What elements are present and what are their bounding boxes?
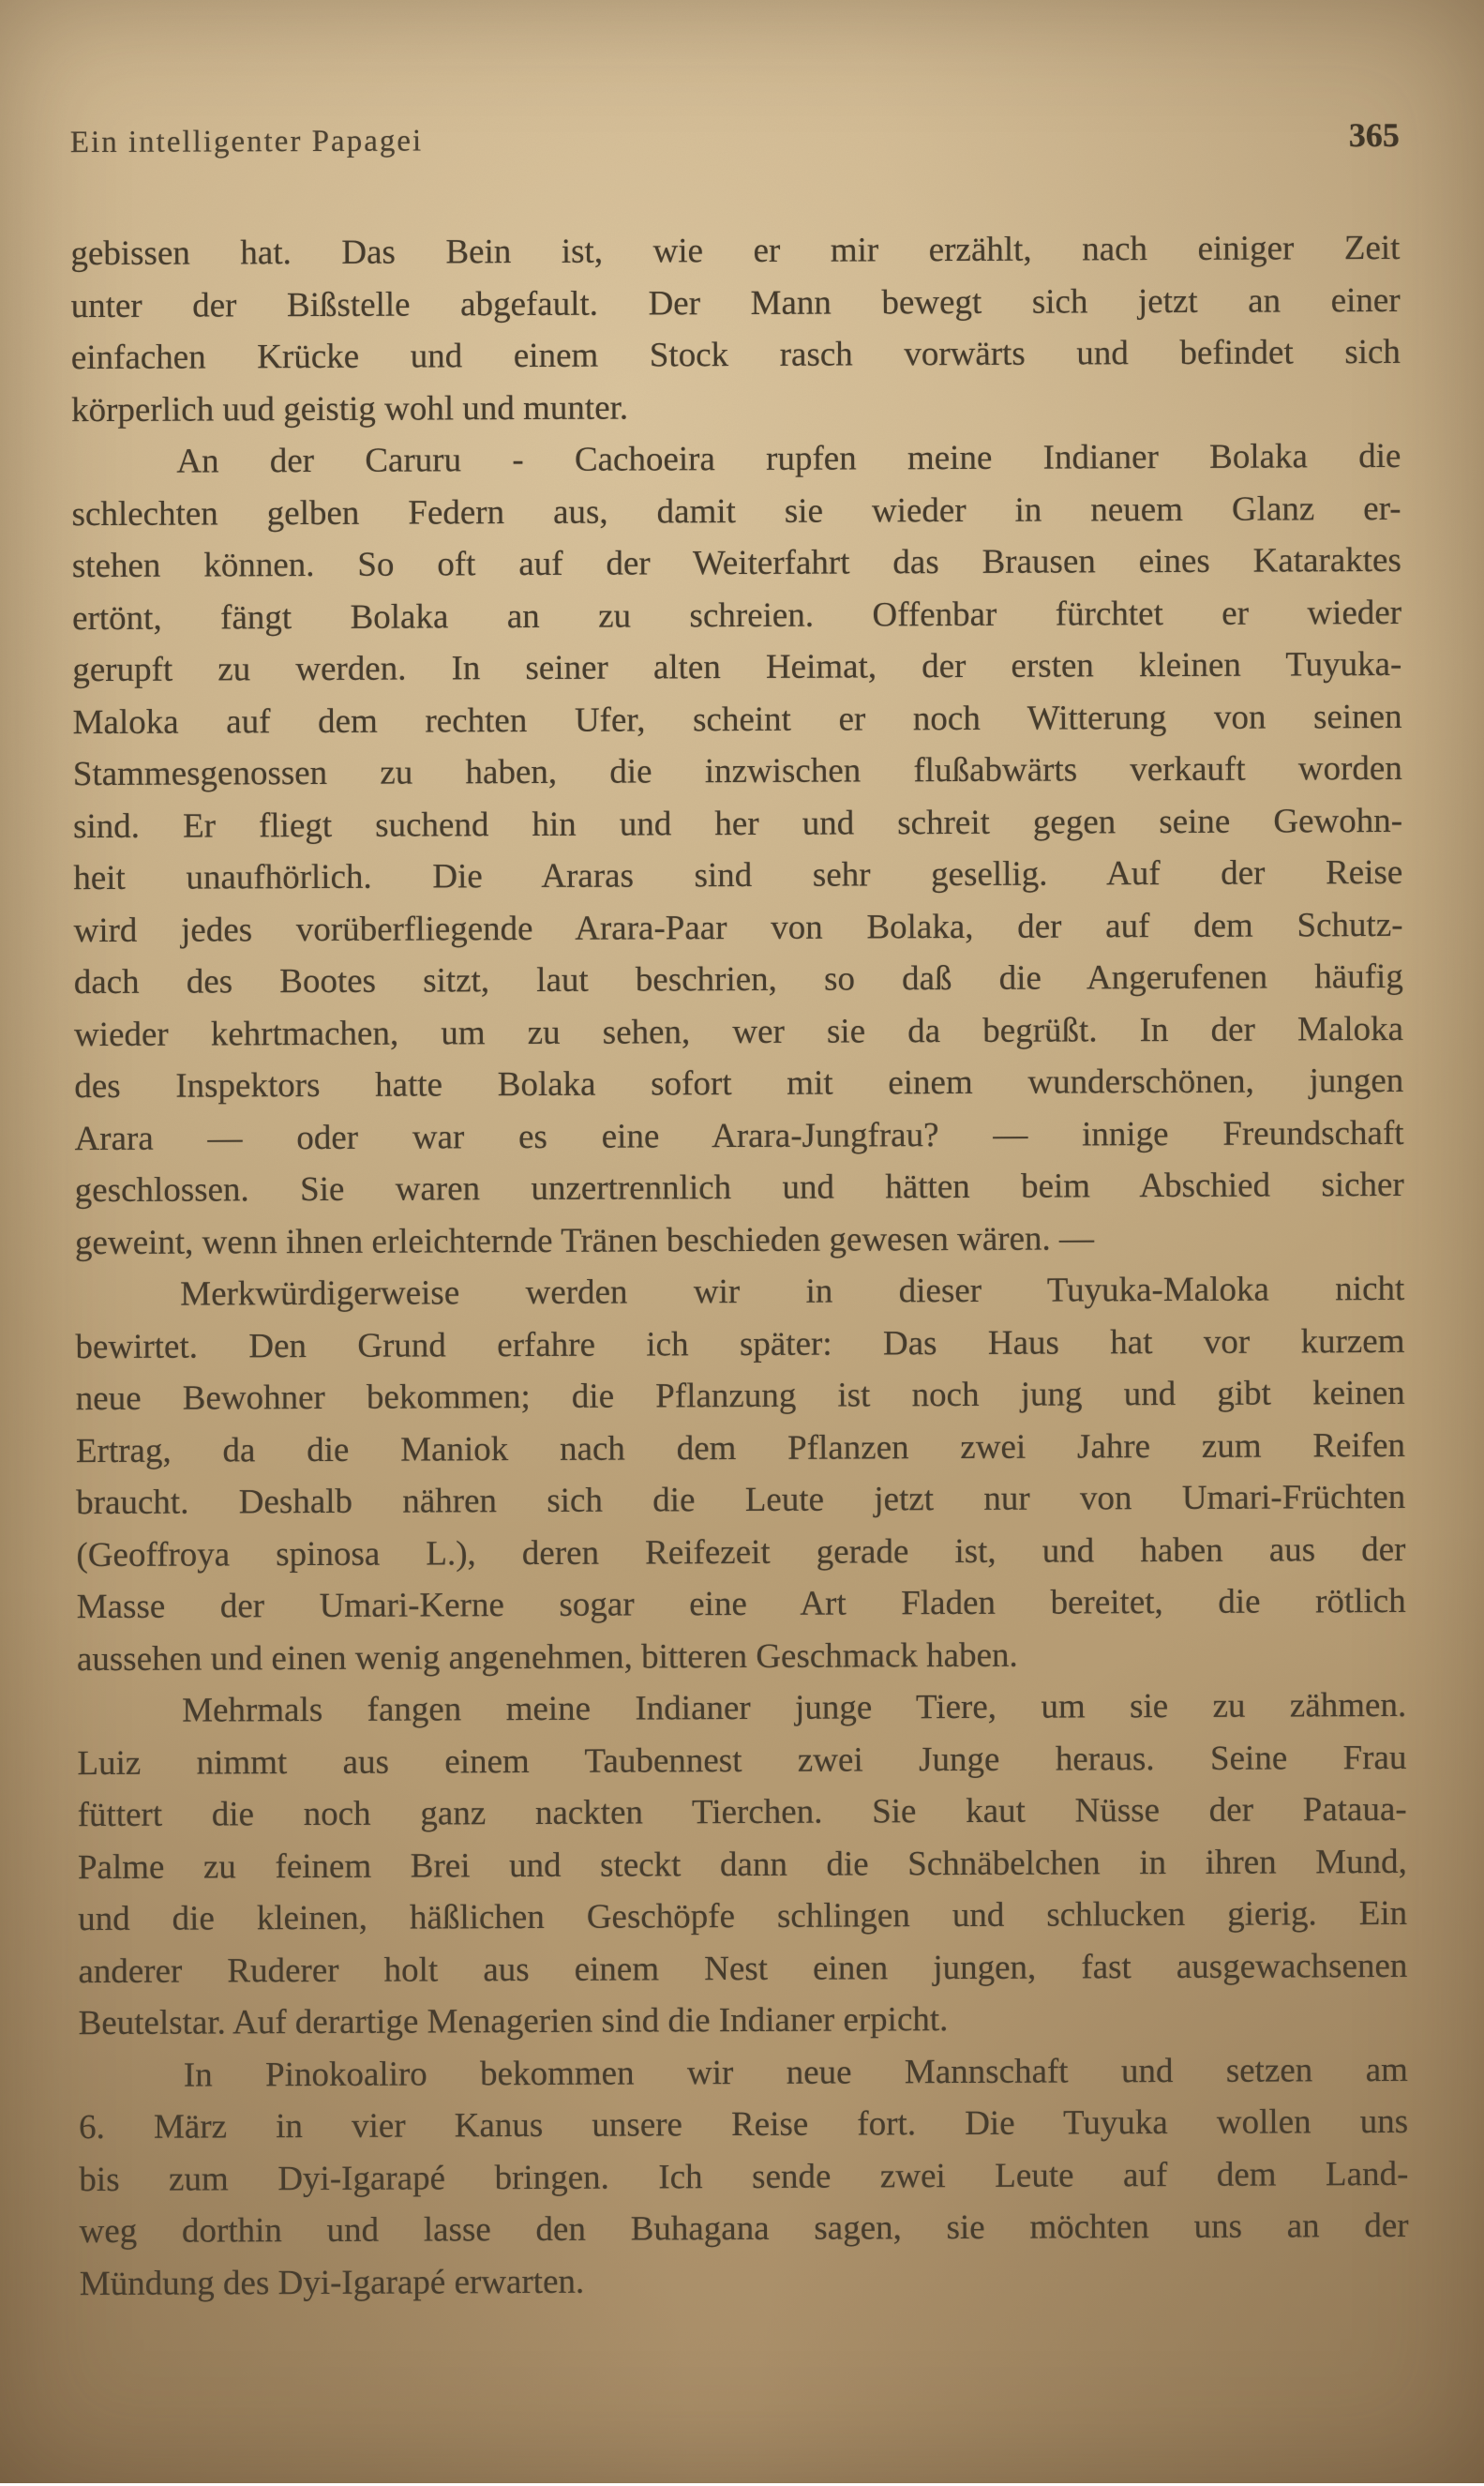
text-line: geweint, wenn ihnen erleichternde Tränen beschieden gewesen wären. — <box>74 1218 1095 1262</box>
text-line: anderer Ruderer holt aus einem Nest einen jungen, fast ausgewachsenen <box>78 1946 1408 1991</box>
text-line: bis zum Dyi-Igarapé bringen. Ich sende zwei Leute auf dem Land- <box>79 2154 1409 2199</box>
text-line: Mehrmals fangen meine Indianer junge Tiere, um sie zu zähmen. <box>182 1685 1407 1730</box>
text-line: Luiz nimmt aus einem Taubennest zwei Junge heraus. Seine Frau <box>77 1738 1407 1783</box>
text-line: bewirtet. Den Grund erfahre ich später: Das Haus hat vor kurzem <box>75 1321 1405 1366</box>
text-line: stehen können. So oft auf der Weiterfahrt das Brausen eines Kataraktes <box>71 540 1402 586</box>
page-number: 365 <box>1348 115 1400 155</box>
text-line: braucht. Deshalb nähren sich die Leute jetzt nur von Umari-Früchten <box>76 1477 1406 1523</box>
text-line: heit unaufhörlich. Die Araras sind sehr gesellig. Auf der Reise <box>73 852 1403 898</box>
text-line: An der Caruru - Cachoeira rupfen meine Indianer Bolaka die <box>176 436 1402 481</box>
text-line: Mündung des Dyi-Igarapé erwarten. <box>79 2262 585 2303</box>
text-line: wieder kehrtmachen, um zu sehen, wer sie da begrüßt. In der Maloka <box>73 1009 1404 1054</box>
text-line: Masse der Umari-Kerne sogar eine Art Fladen bereitet, die rötlich <box>76 1581 1406 1627</box>
text-line: ertönt, fängt Bolaka an zu schreien. Offenbar fürchtet er wieder <box>72 593 1402 638</box>
running-title: Ein intelligenter Papagei <box>69 124 424 160</box>
text-line: körperlich uud geistig wohl und munter. <box>71 388 629 429</box>
text-line: dach des Bootes sitzt, laut beschrien, so daß die Angerufenen häufig <box>73 957 1403 1002</box>
text-line: wird jedes vorüberfliegende Arara-Paar von Bolaka, der auf dem Schutz- <box>73 905 1403 950</box>
text-line: 6. März in vier Kanus unsere Reise fort. Die Tuyuka wollen uns <box>79 2102 1409 2147</box>
text-line: einfachen Krücke und einem Stock rasch vorwärts und befindet sich <box>70 332 1401 378</box>
text-line: aussehen und einen wenig angenehmen, bitteren Geschmack haben. <box>76 1635 1018 1679</box>
text-line: schlechten gelben Federn aus, damit sie wieder in neuem Glanz er- <box>71 489 1402 534</box>
text-line: gebissen hat. Das Bein ist, wie er mir erzählt, nach einiger Zeit <box>70 228 1401 274</box>
text-line: Maloka auf dem rechten Ufer, scheint er noch Witterung von seinen <box>72 697 1402 742</box>
text-line: sind. Er fliegt suchend hin und her und schreit gegen seine Gewohn- <box>72 801 1403 846</box>
text-block <box>70 222 1409 2310</box>
text-line: des Inspektors hatte Bolaka sofort mit einem wunderschönen, jungen <box>74 1061 1404 1107</box>
text-line: unter der Bißstelle abgefault. Der Mann bewegt sich jetzt an einer <box>70 280 1401 325</box>
text-line: und die kleinen, häßlichen Geschöpfe schlingen und schlucken gierig. Ein <box>78 1893 1408 1939</box>
text-line: geschlossen. Sie waren unzertrennlich und hätten beim Abschied sicher <box>74 1165 1404 1211</box>
text-line: (Geoffroya spinosa L.), deren Reifezeit gerade ist, und haben aus der <box>76 1529 1406 1574</box>
text-line: Stammesgenossen zu haben, die inzwischen flußabwärts verkauft worden <box>72 748 1402 794</box>
text-line: In Pinokoaliro bekommen wir neue Mannschaft und setzen am <box>183 2050 1408 2095</box>
text-line: Merkwürdigerweise werden wir in dieser Tuyuka-Maloka nicht <box>180 1269 1405 1314</box>
page-header <box>70 115 1400 160</box>
text-line: Arara — oder war es eine Arara-Jungfrau? — innige Freundschaft <box>74 1113 1404 1158</box>
text-line: Ertrag, da die Maniok nach dem Pflanzen zwei Jahre zum Reifen <box>75 1425 1406 1470</box>
text-line: weg dorthin und lasse den Buhagana sagen, sie möchten uns an der <box>79 2206 1409 2252</box>
text-line: füttert die noch ganz nackten Tierchen. Sie kaut Nüsse der Pataua- <box>77 1789 1407 1835</box>
text-line: Palme zu feinem Brei und steckt dann die Schnäbelchen in ihren Mund, <box>77 1842 1407 1887</box>
text-line: neue Bewohner bekommen; die Pflanzung ist noch jung und gibt keinen <box>75 1373 1405 1419</box>
text-line: Beutelstar. Auf derartige Menagerien sind die Indianer erpicht. <box>78 2000 949 2043</box>
text-line: gerupft zu werden. In seiner alten Heimat, der ersten kleinen Tuyuka- <box>72 644 1402 690</box>
